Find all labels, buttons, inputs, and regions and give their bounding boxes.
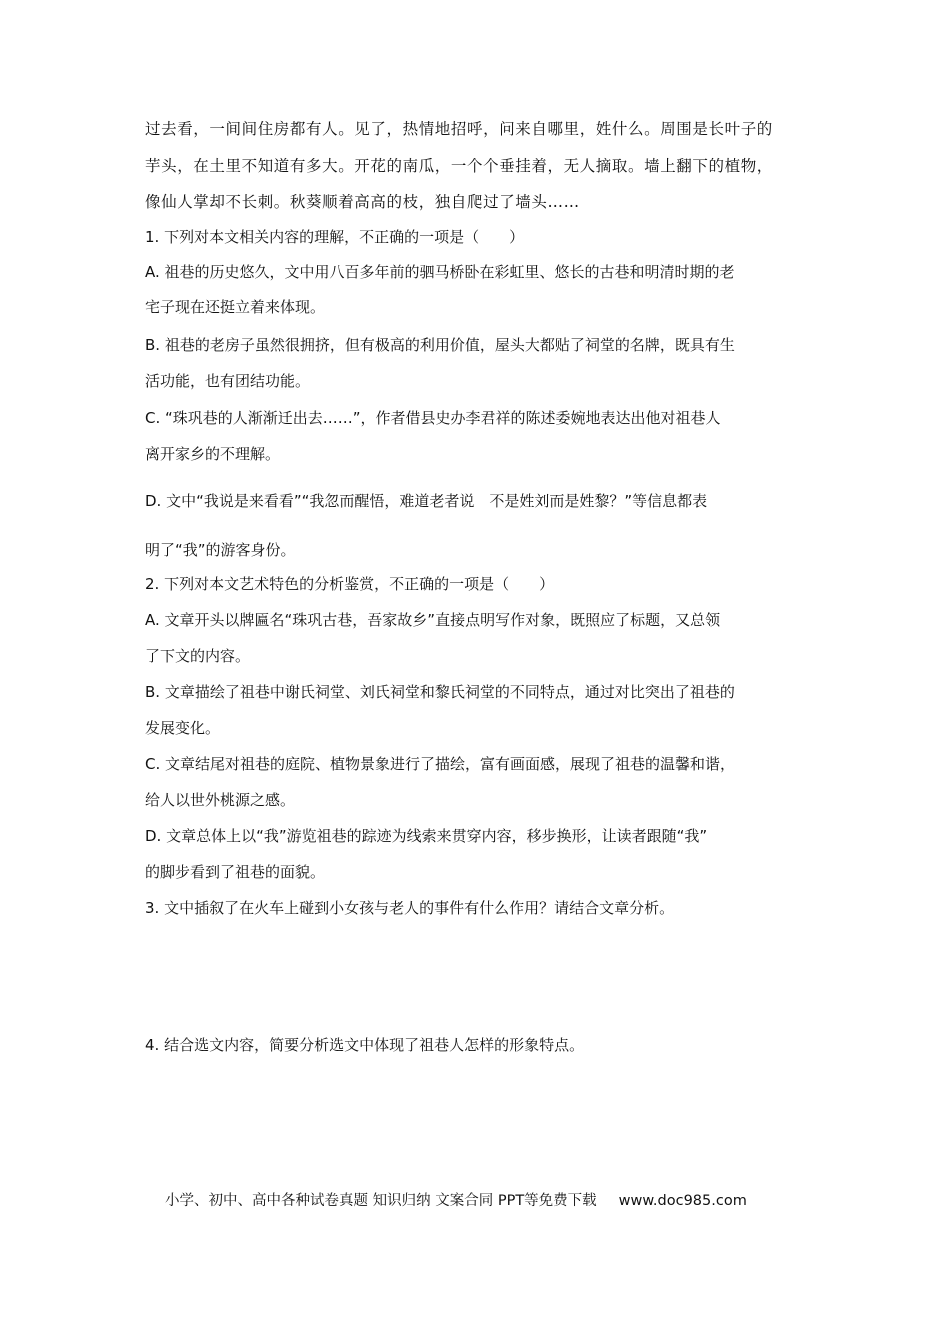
question-1-option-b-cont: 活功能，也有团结功能。 xyxy=(145,372,311,390)
question-1-option-d: D. 文中“我说是来看看”“我忽而醒悟，难道老者说 不是姓刘而是姓黎？”等信息都表 xyxy=(145,492,708,510)
question-2-option-b: B. 文章描绘了祖巷中谢氏祠堂、刘氏祠堂和黎氏祠堂的不同特点，通过对比突出了祖巷的 xyxy=(145,683,735,701)
passage-line-1: 过去看，一间间住房都有人。见了，热情地招呼，问来自哪里，姓什么。周围是长叶子的 xyxy=(145,120,773,138)
question-3-stem: 3. 文中插叙了在火车上碰到小女孩与老人的事件有什么作用？请结合文章分析。 xyxy=(145,899,675,917)
page-footer xyxy=(165,1190,805,1212)
question-1-option-b: B. 祖巷的老房子虽然很拥挤，但有极高的利用价值，屋头大都贴了祠堂的名牌，既具有生 xyxy=(145,336,735,354)
question-2-option-a: A. 文章开头以牌匾名“珠巩古巷，吾家故乡”直接点明写作对象，既照应了标题，又总领 xyxy=(145,611,721,629)
question-1-option-a: A. 祖巷的历史悠久，文中用八百多年前的驷马桥卧在彩虹里、悠长的古巷和明清时期的老 xyxy=(145,263,735,281)
question-2-option-b-cont: 发展变化。 xyxy=(145,719,221,737)
question-2-option-c-cont: 给人以世外桃源之感。 xyxy=(145,791,296,809)
question-2-option-d-cont: 的脚步看到了祖巷的面貌。 xyxy=(145,863,326,881)
footer-site-link[interactable]: www.doc985.com xyxy=(618,1193,747,1209)
passage-line-3: 像仙人掌却不长刺。秋葵顺着高高的枝，独自爬过了墙头…… xyxy=(145,193,580,211)
question-2-stem: 2. 下列对本文艺术特色的分析鉴赏，不正确的一项是（ ） xyxy=(145,575,555,593)
question-1-option-d-cont: 明了“我”的游客身份。 xyxy=(145,541,296,559)
question-1-option-c-cont: 离开家乡的不理解。 xyxy=(145,445,281,463)
question-2-option-c: C. 文章结尾对祖巷的庭院、植物景象进行了描绘，富有画面感，展现了祖巷的温馨和谐， xyxy=(145,755,736,773)
passage-line-2: 芋头，在土里不知道有多大。开花的南瓜，一个个垂挂着，无人摘取。墙上翻下的植物， xyxy=(145,157,773,175)
question-2-option-a-cont: 了下文的内容。 xyxy=(145,647,251,665)
question-1-stem: 1. 下列对本文相关内容的理解，不正确的一项是（ ） xyxy=(145,228,525,246)
question-1-option-c: C. “珠巩巷的人渐渐迁出去……”，作者借县史办李君祥的陈述委婉地表达出他对祖巷人 xyxy=(145,409,721,427)
question-2-option-d: D. 文章总体上以“我”游览祖巷的踪迹为线索来贯穿内容，移步换形，让读者跟随“我” xyxy=(145,827,708,845)
footer-text: 小学、初中、高中各种试卷真题 知识归纳 文案合同 PPT等免费下载 xyxy=(165,1193,597,1209)
question-4-stem: 4. 结合选文内容，简要分析选文中体现了祖巷人怎样的形象特点。 xyxy=(145,1036,585,1054)
question-1-option-a-cont: 宅子现在还挺立着来体现。 xyxy=(145,298,326,316)
